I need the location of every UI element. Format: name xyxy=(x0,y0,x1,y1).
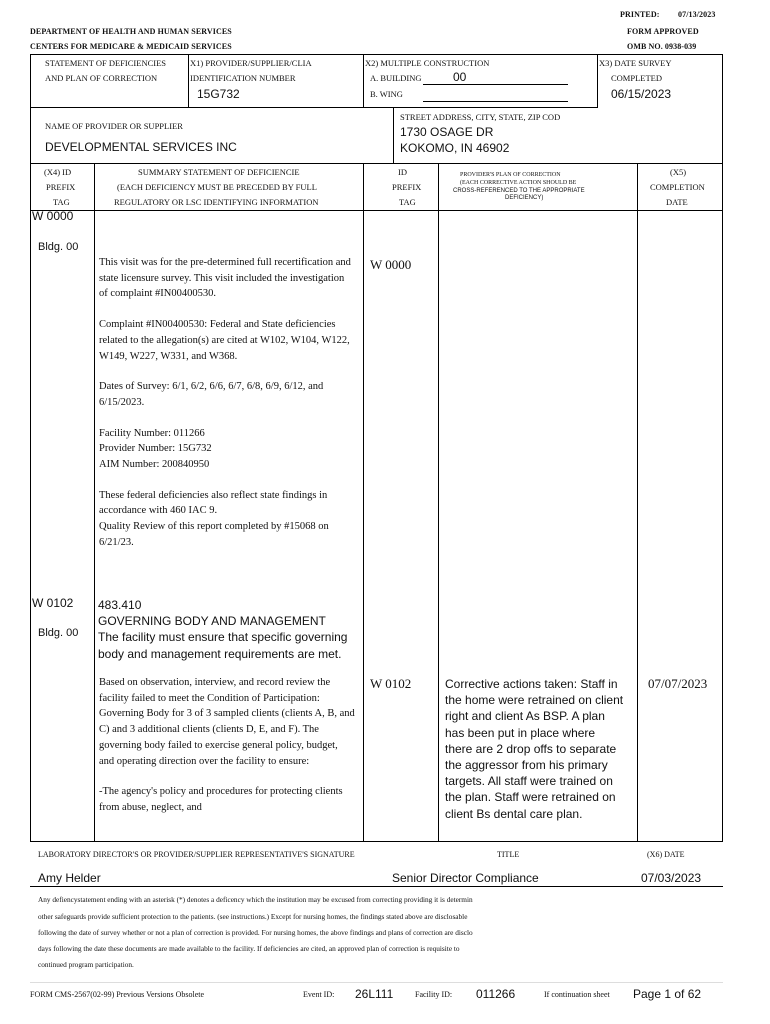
col-id-l3: TAG xyxy=(399,197,416,207)
col-plan-l3: CROSS-REFERENCED TO THE APPROPRIATE xyxy=(453,188,585,194)
col-id-l1: ID xyxy=(398,167,407,177)
building-value: 00 xyxy=(453,70,467,84)
x1-label-2: IDENTIFICATION NUMBER xyxy=(190,73,296,83)
col-summary-l3: REGULATORY OR LSC IDENTIFYING INFORMATION xyxy=(114,197,319,207)
provider-id-number: 15G732 xyxy=(197,87,240,101)
provider-name: DEVELOPMENTAL SERVICES INC xyxy=(45,140,237,154)
entry1-bldg: Bldg. 00 xyxy=(38,241,79,253)
finding-bullet: -The agency's policy and procedures for protecting clients from abuse, neglect, and xyxy=(99,786,343,813)
title-label: TITLE xyxy=(497,850,520,859)
entry1-paragraph-2: Complaint #IN00400530: Federal and State deficiencies related to the allegation(s) are cited at W102, W104, W122, W149, W227, W331, and W368. xyxy=(99,319,350,362)
statement-label-2: AND PLAN OF CORRECTION xyxy=(45,73,158,83)
col-plan-l2: (EACH CORRECTIVE ACTION SHOULD BE xyxy=(460,180,577,186)
entry2-tag: W 0102 xyxy=(32,596,74,610)
x3-label-2: COMPLETED xyxy=(611,73,662,83)
department-title: DEPARTMENT OF HEALTH AND HUMAN SERVICES xyxy=(30,27,232,36)
federal-paragraph: These federal deficiencies also reflect state findings in accordance with 460 IAC 9. xyxy=(99,489,328,517)
footnote-line-4: days following the date these documents are made available to the facility. If deficiencies are cited, an approved plan of correction is requisite to xyxy=(38,944,460,953)
wing-label: B. WING xyxy=(370,89,403,99)
entry2-regulation xyxy=(98,597,358,662)
facility-id-value: 011266 xyxy=(476,987,516,1001)
address-label: STREET ADDRESS, CITY, STATE, ZIP COD xyxy=(400,112,561,122)
col-x4-l2: PREFIX xyxy=(46,182,76,192)
continuation-label: If continuation sheet xyxy=(544,990,610,999)
address-street: 1730 OSAGE DR xyxy=(400,125,494,139)
footnote-line-5: continued program participation. xyxy=(38,960,134,969)
corrective-action-text: Corrective actions taken: Staff in the home were retrained on client right and client As BSP. A plan has been put in place where there are 2 drop offs to separate the aggressor from his primary targets. All staff were trained on the plan. Staff were retrained on client Bs dental care plan. xyxy=(445,677,624,821)
signature-date: 07/03/2023 xyxy=(641,871,702,885)
footnote-line-1: Any defiencystatement ending with an asterisk (*) denotes a deficency which the institution may be excused from correcting providing it is determin xyxy=(38,895,473,904)
omb-number: OMB NO. 0938-039 xyxy=(627,42,697,51)
footnote-line-2: other safeguards provide sufficient protection to the patients. (see instructions.) Except for nursing homes, the findings stated above are disclosable xyxy=(38,912,468,921)
printed-date: 07/13/2023 xyxy=(678,10,716,19)
reg-text: The facility must ensure that specific governing body and management requirements are met. xyxy=(98,630,348,661)
date-label: (X6) DATE xyxy=(647,850,685,859)
facility-id-label: Facility ID: xyxy=(415,990,453,999)
form-number: FORM CMS-2567(02-99) Previous Versions Obsolete xyxy=(30,990,205,999)
col-summary-l2: (EACH DEFICIENCY MUST BE PRECEDED BY FULL xyxy=(117,182,317,192)
building-label: A. BUILDING xyxy=(370,73,422,83)
x2-label: X2) MULTIPLE CONSTRUCTION xyxy=(365,58,490,68)
finding-text: Based on observation, interview, and record review the facility failed to meet the Condition of Participation: Governing Body for 3 of 3 sampled clients (clients A, B, and C) and 3 additional clients (clients D, E, and F). The governing body failed to exercise general policy, budget, and operating direction over the facility to ensure: xyxy=(99,677,355,767)
entry1-text xyxy=(99,255,353,551)
col-id-l2: PREFIX xyxy=(392,182,422,192)
event-id-value: 26L111 xyxy=(355,987,394,1001)
col-summary-l1: SUMMARY STATEMENT OF DEFICIENCIE xyxy=(138,167,300,177)
entry1-id-tag: W 0000 xyxy=(370,257,412,272)
col-x4-l3: TAG xyxy=(53,197,70,207)
col-plan-l4: DEFICIENCY) xyxy=(505,195,544,201)
entry2-findings xyxy=(99,675,355,816)
signature-label: LABORATORY DIRECTOR'S OR PROVIDER/SUPPLIER REPRESENTATIVE'S SIGNATURE xyxy=(38,850,355,859)
printed-label: PRINTED: xyxy=(620,10,660,19)
entry2-id-tag: W 0102 xyxy=(370,676,412,691)
col-x4-l1: (X4) ID xyxy=(44,167,72,177)
col-plan-l1: PROVIDER'S PLAN OF CORRECTION xyxy=(460,172,561,178)
provider-number: Provider Number: 15G732 xyxy=(99,443,212,455)
address-city: KOKOMO, IN 46902 xyxy=(400,141,510,155)
entry2-bldg: Bldg. 00 xyxy=(38,627,79,639)
x1-label-1: X1) PROVIDER/SUPPLIER/CLIA xyxy=(190,58,312,68)
entry1-tag: W 0000 xyxy=(32,209,74,223)
event-id-label: Event ID: xyxy=(303,990,335,999)
signer-title: Senior Director Compliance xyxy=(392,871,539,885)
facility-number: Facility Number: 011266 xyxy=(99,427,205,439)
reg-number: 483.410 xyxy=(98,598,142,612)
page-number: Page 1 of 62 xyxy=(633,987,702,1001)
quality-review: Quality Review of this report completed by #15068 on 6/21/23. xyxy=(99,521,329,548)
provider-name-label: NAME OF PROVIDER OR SUPPLIER xyxy=(45,121,183,131)
entry1-paragraph-1: This visit was for the pre-determined full recertification and state licensure survey. This visit included the investigation of complaint #IN00400530. xyxy=(99,257,351,300)
col-x5-l1: (X5) xyxy=(670,167,687,177)
aim-number: AIM Number: 200840950 xyxy=(99,459,210,471)
entry1-paragraph-3: Dates of Survey: 6/1, 6/2, 6/6, 6/7, 6/8, 6/9, 6/12, and 6/15/2023. xyxy=(99,381,324,408)
statement-label-1: STATEMENT OF DEFICIENCIES xyxy=(45,58,167,68)
form-approved: FORM APPROVED xyxy=(627,27,699,36)
col-x5-l3: DATE xyxy=(666,197,688,207)
survey-completed-date: 06/15/2023 xyxy=(611,87,672,101)
signer-name: Amy Helder xyxy=(38,871,101,885)
centers-title: CENTERS FOR MEDICARE & MEDICAID SERVICES xyxy=(30,42,232,51)
completion-date: 07/07/2023 xyxy=(648,676,708,691)
reg-title: GOVERNING BODY AND MANAGEMENT xyxy=(98,614,326,629)
footnote-line-3: following the date of survey whether or not a plan of correction is provided. For nursing homes, the above findings and plans of correction are disclo xyxy=(38,928,473,937)
col-x5-l2: COMPLETION xyxy=(650,182,705,192)
x3-label-1: X3) DATE SURVEY xyxy=(599,58,672,68)
